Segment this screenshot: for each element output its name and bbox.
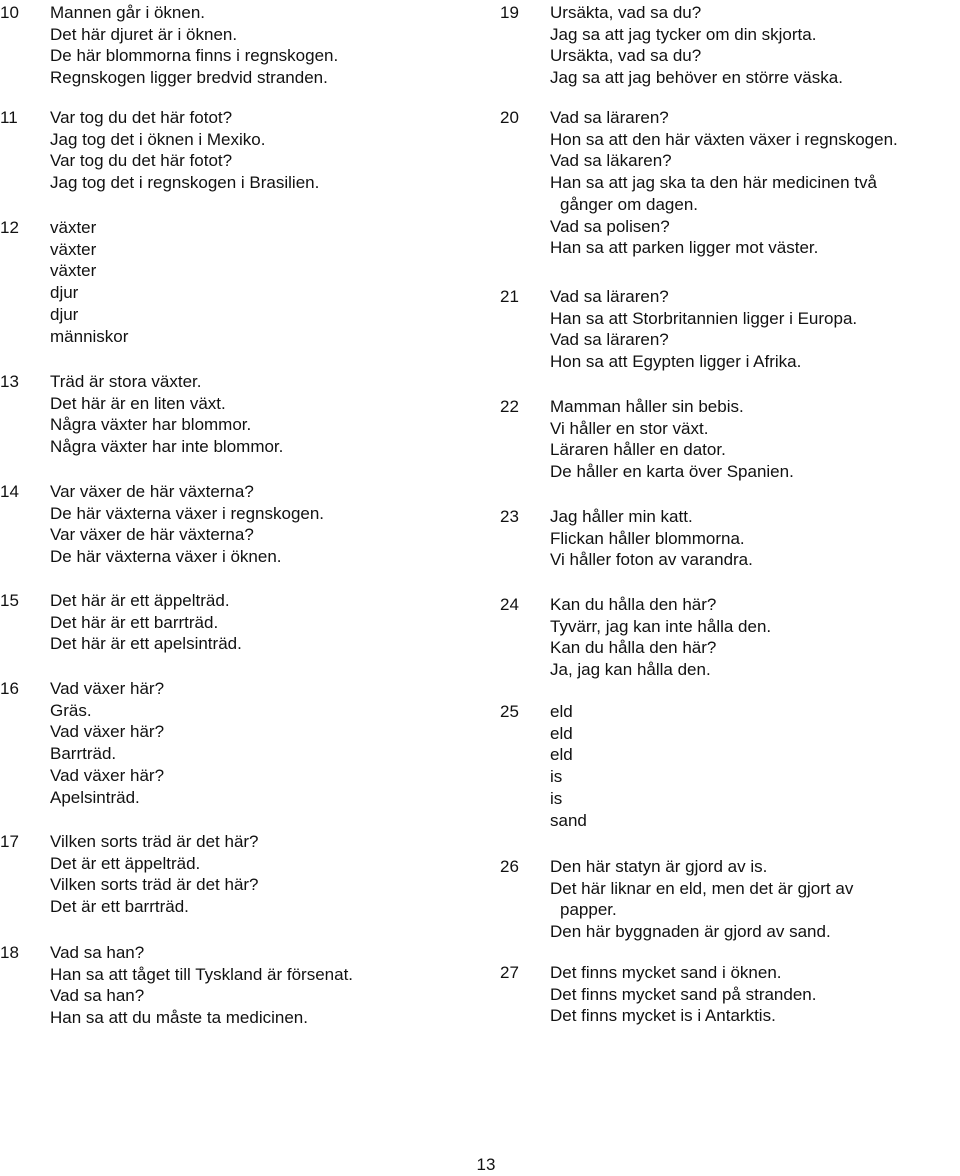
entry-line: Vilken sorts träd är det här? — [50, 832, 259, 851]
entry-12 — [0, 217, 470, 347]
entry-11 — [0, 107, 470, 194]
entry-line: eld — [550, 723, 573, 743]
entry-line: Vad sa läraren? — [550, 287, 669, 306]
entry-line: Det här är ett apelsinträd. — [50, 634, 242, 654]
entry-line: Han sa att du måste ta medicinen. — [50, 1008, 308, 1028]
entry-line: Han sa att Storbritannien ligger i Europa. — [550, 308, 858, 328]
entry-line: Mannen går i öknen. — [50, 3, 205, 22]
entry-line: Jag håller min katt. — [550, 507, 693, 526]
entry-23 — [500, 506, 955, 571]
entry-number: 10 — [0, 3, 19, 22]
entry-number: 21 — [500, 287, 519, 306]
entry-line: människor — [50, 326, 129, 346]
entry-24 — [500, 594, 955, 681]
entry-line: Det finns mycket is i Antarktis. — [550, 1006, 776, 1026]
entry-number: 22 — [500, 397, 519, 416]
entry-line: Tyvärr, jag kan inte hålla den. — [550, 616, 772, 636]
entry-line: Vi håller en stor växt. — [550, 418, 709, 438]
entry-number: 18 — [0, 943, 19, 962]
entry-21 — [500, 286, 955, 373]
entry-line: växter — [50, 218, 97, 237]
entry-number: 24 — [500, 595, 519, 614]
entry-17 — [0, 831, 470, 918]
entry-line: Det är ett äppelträd. — [50, 853, 201, 873]
entry-line: Vad sa läraren? — [550, 108, 669, 127]
entry-line: Vad sa polisen? — [550, 216, 670, 236]
entry-line: Läraren håller en dator. — [550, 440, 726, 460]
entry-line: Jag sa att jag behöver en större väska. — [550, 68, 843, 88]
entry-26 — [500, 856, 955, 943]
entry-number: 14 — [0, 482, 19, 501]
entry-22 — [500, 396, 955, 483]
entry-number: 15 — [0, 591, 19, 610]
entry-number: 13 — [0, 372, 19, 391]
entry-line: Jag tog det i regnskogen i Brasilien. — [50, 173, 320, 193]
entry-line: Barrträd. — [50, 744, 117, 764]
entry-line: Träd är stora växter. — [50, 372, 202, 391]
entry-line: Var växer de här växterna? — [50, 482, 254, 501]
entry-number: 23 — [500, 507, 519, 526]
entry-line: växter — [50, 261, 97, 281]
entry-line: De här växterna växer i öknen. — [50, 547, 282, 567]
entry-line: Det finns mycket sand på stranden. — [550, 984, 817, 1004]
entry-line: Ursäkta, vad sa du? — [550, 3, 702, 22]
entry-line: Vad växer här? — [50, 679, 165, 698]
entry-line: Apelsinträd. — [50, 787, 140, 807]
entry-10 — [0, 2, 470, 89]
entry-13 — [0, 371, 470, 458]
entry-line: Det här är ett barrträd. — [50, 612, 219, 632]
entry-line: Var tog du det här fotot? — [50, 108, 233, 127]
entry-line-continuation: gånger om dagen. — [560, 194, 698, 214]
entry-line: Det här liknar en eld, men det är gjort av — [550, 878, 854, 898]
entry-line: Vilken sorts träd är det här? — [50, 875, 259, 895]
entry-line: Vad sa han? — [50, 986, 145, 1006]
entry-number: 16 — [0, 679, 19, 698]
entry-25 — [500, 701, 955, 831]
entry-line: växter — [50, 239, 97, 259]
entry-number: 12 — [0, 218, 19, 237]
entry-line: Var tog du det här fotot? — [50, 151, 233, 171]
entry-line: Det finns mycket sand i öknen. — [550, 963, 782, 982]
entry-line: Han sa att tåget till Tyskland är försenat. — [50, 964, 354, 984]
entry-line: sand — [550, 810, 587, 830]
entry-line: Hon sa att den här växten växer i regnskogen. — [550, 129, 898, 149]
entry-line: djur — [50, 304, 79, 324]
entry-line-continuation: papper. — [560, 900, 617, 920]
entry-16 — [0, 678, 470, 808]
entry-line: Det är ett barrträd. — [50, 897, 189, 917]
entry-line: Mamman håller sin bebis. — [550, 397, 744, 416]
entry-line: Den här byggnaden är gjord av sand. — [550, 922, 831, 942]
entry-number: 19 — [500, 3, 519, 22]
entry-line: eld — [550, 702, 573, 721]
entry-line: Det här djuret är i öknen. — [50, 24, 238, 44]
entry-line: Vad sa läraren? — [550, 330, 669, 350]
entry-line: Han sa att jag ska ta den här medicinen två — [550, 173, 877, 193]
entry-line: Ursäkta, vad sa du? — [550, 46, 702, 66]
entry-line: De här blommorna finns i regnskogen. — [50, 46, 339, 66]
entry-19 — [500, 2, 955, 89]
entry-line: Några växter har inte blommor. — [50, 437, 284, 457]
entry-20 — [500, 107, 955, 259]
entry-line: Det här är en liten växt. — [50, 393, 226, 413]
entry-line: Jag sa att jag tycker om din skjorta. — [550, 24, 817, 44]
entry-line: Vad sa han? — [50, 943, 145, 962]
entry-line: Kan du hålla den här? — [550, 638, 717, 658]
entry-line: Var växer de här växterna? — [50, 525, 254, 545]
entry-number: 27 — [500, 963, 519, 982]
entry-number: 11 — [0, 108, 18, 127]
entry-27 — [500, 962, 955, 1027]
entry-line: Vad växer här? — [50, 765, 165, 785]
entry-line: eld — [550, 745, 573, 765]
entry-line: De här växterna växer i regnskogen. — [50, 503, 325, 523]
entry-line: Vad sa läkaren? — [550, 151, 672, 171]
entry-line: Gräs. — [50, 700, 92, 720]
entry-line: is — [550, 767, 563, 787]
entry-line: Kan du hålla den här? — [550, 595, 717, 614]
entry-number: 26 — [500, 857, 519, 876]
entry-18 — [0, 942, 470, 1029]
entry-line: Det här är ett äppelträd. — [50, 591, 230, 610]
entry-line: Flickan håller blommorna. — [550, 528, 745, 548]
entry-line: Hon sa att Egypten ligger i Afrika. — [550, 352, 802, 372]
entry-number: 17 — [0, 832, 19, 851]
entry-line: Regnskogen ligger bredvid stranden. — [50, 68, 328, 88]
entry-line: Jag tog det i öknen i Mexiko. — [50, 129, 266, 149]
entry-line: Vad växer här? — [50, 722, 165, 742]
entry-15 — [0, 590, 470, 655]
entry-line: Den här statyn är gjord av is. — [550, 857, 768, 876]
entry-line: De håller en karta över Spanien. — [550, 462, 794, 482]
entry-number: 20 — [500, 108, 519, 127]
entry-line: Några växter har blommor. — [50, 415, 252, 435]
entry-14 — [0, 481, 470, 568]
page-number: 13 — [476, 1155, 496, 1174]
entry-line: Ja, jag kan hålla den. — [550, 660, 711, 680]
entry-number: 25 — [500, 702, 519, 721]
entry-line: Han sa att parken ligger mot väster. — [550, 238, 819, 258]
entry-line: Vi håller foton av varandra. — [550, 550, 753, 570]
entry-line: is — [550, 788, 563, 808]
entry-line: djur — [50, 283, 79, 303]
